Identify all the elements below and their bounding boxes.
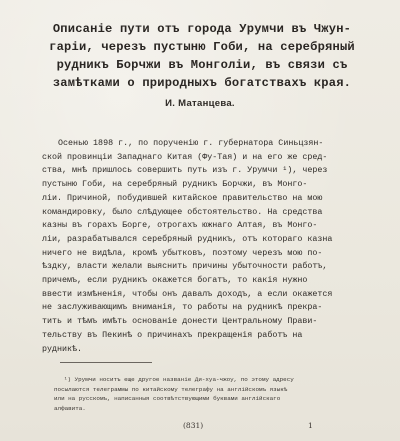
- body-line: казны въ горахъ Борге, отрогахъ южнаго Алтая, въ Монго-: [42, 220, 318, 231]
- body-line: тить и тѣмъ имѣть основаніе донести Центральному Прави-: [42, 316, 318, 327]
- signature-mark: 1: [308, 421, 313, 430]
- body-line: ѣздку, власти желали выяснить причины убыточности работъ,: [42, 261, 328, 272]
- body-line: не заслуживающимъ вниманія, то работы на рудникѣ прекра-: [42, 302, 323, 313]
- author-name: И. Матанцева.: [165, 98, 235, 109]
- footnote-line: ¹) Урумчи носитъ еще другое названіе Ди-хуа-чжоу, по этому адресу: [64, 376, 294, 383]
- title-line: Описаніе пути отъ города Урумчи въ Чжун-: [52, 22, 352, 36]
- page-number: (831): [183, 421, 204, 430]
- body-paragraph: [42, 137, 368, 356]
- footnote-divider: [60, 362, 152, 363]
- title-line: замѣтками о природныхъ богатствахъ края.: [52, 76, 352, 90]
- body-line: ничего не видѣла, кромѣ убытковъ, поэтому черезъ мою по-: [42, 247, 323, 258]
- body-line: тельству въ Пекинѣ о причинахъ прекращенія работъ на: [42, 329, 303, 340]
- body-line: ліи. Причиной, побудившей китайское правительство на мою: [42, 192, 323, 203]
- body-line: причемъ, если рудникъ окажется богатъ, то какія нужно: [42, 275, 308, 286]
- body-line: ской провинціи Западнаго Китая (Фу-Тая) и на его же сред-: [42, 151, 328, 162]
- body-line: ввести измѣненія, чтобы онъ давалъ доходъ, а если окажется: [42, 288, 333, 299]
- footnote-line: посылаются телеграммы по китайскому телеграфу на англійскомъ языкѣ: [54, 385, 288, 393]
- body-line: ства, мнѣ пришлось совершить путь изъ г. Урумчи ¹), через: [42, 165, 328, 176]
- footnote-line: или на русскомъ, написанныя соотвѣтствующими буквами англійскаго: [54, 395, 281, 403]
- body-line: командировку, было слѣдующее обстоятельство. На средства: [42, 206, 323, 217]
- body-line: Осенью 1898 г., по порученію г. губернатора Синьцзян-: [58, 138, 324, 148]
- title-line: гаріи, черезъ пустыню Гоби, на серебряный: [49, 40, 355, 54]
- body-line: ліи, разрабатывался серебряный рудникъ, отъ котораго казна: [42, 233, 333, 244]
- footnote-line: алфавита.: [54, 404, 86, 412]
- body-line: пустыню Гоби, на серебряный рудникъ Борчжи, въ Монго-: [42, 179, 308, 190]
- footnote: [54, 375, 364, 413]
- title-line: рудникъ Борчжи въ Монголіи, въ связи съ: [56, 58, 348, 72]
- article-title: [34, 20, 370, 92]
- body-line: рудникѣ.: [42, 343, 83, 354]
